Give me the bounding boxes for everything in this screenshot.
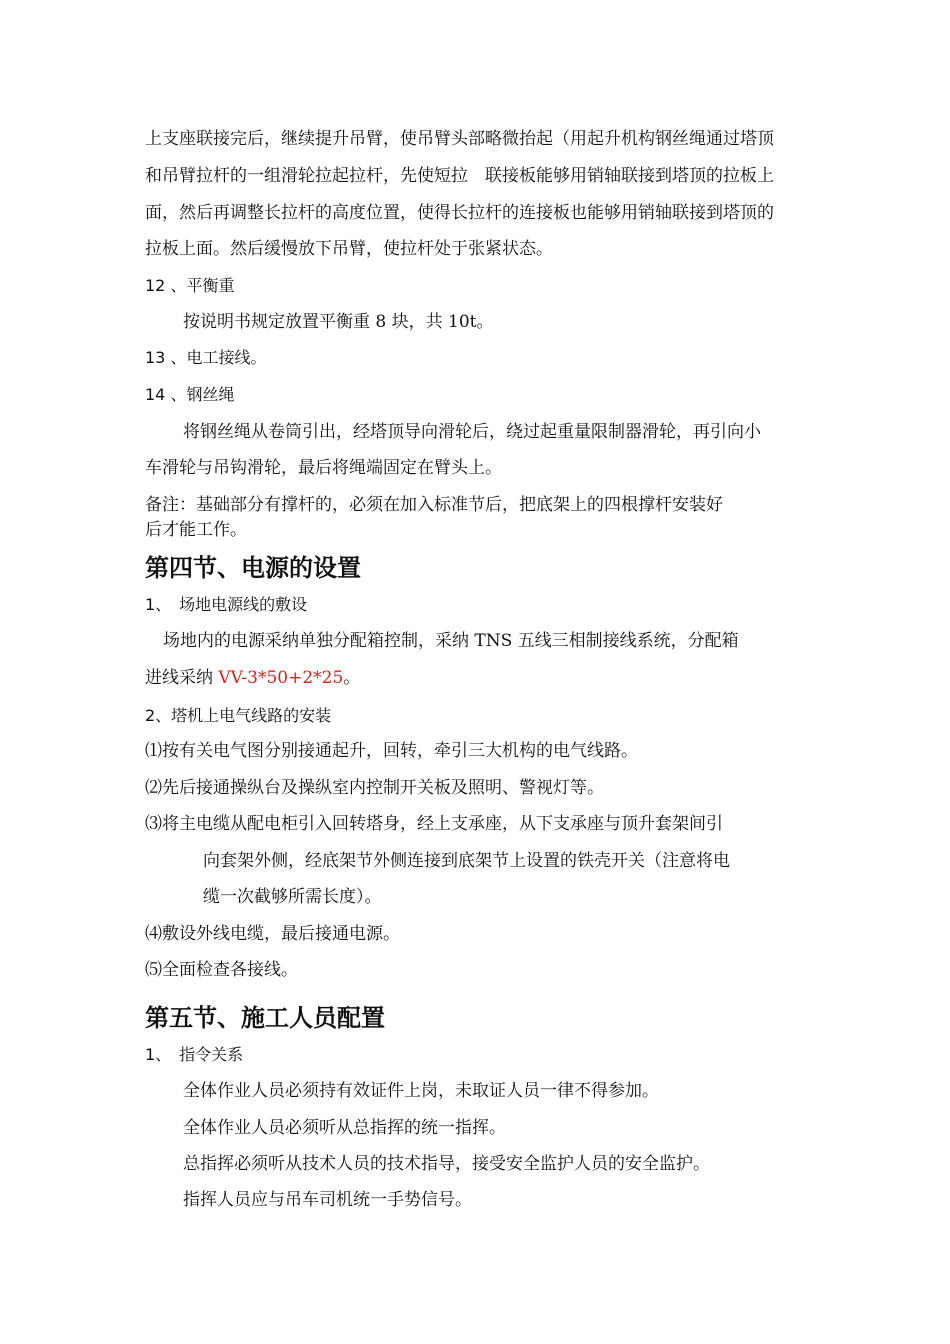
list-item: ⑷敷设外线电缆，最后接通电源。: [145, 924, 400, 944]
paragraph-line: 车滑轮与吊钩滑轮，最后将绳端固定在臂头上。: [145, 458, 502, 478]
text-span: 进线采纳: [145, 668, 219, 688]
section-heading: 第四节、电源的设置: [145, 554, 361, 582]
paragraph-line: 面，然后再调整长拉杆的高度位置，使得长拉杆的连接板也能够用销轴联接到塔顶的: [145, 203, 774, 223]
item-heading: 13 、电工接线。: [145, 348, 267, 367]
paragraph-line: 拉板上面。然后缓慢放下吊臂，使拉杆处于张紧状态。: [145, 239, 553, 259]
paragraph-line: 全体作业人员必须听从总指挥的统一指挥。: [183, 1118, 506, 1138]
paragraph-line: 全体作业人员必须持有效证件上岗，未取证人员一律不得参加。: [183, 1081, 659, 1101]
paragraph-line: 总指挥必须听从技术人员的技术指导，接受安全监护人员的安全监护。: [183, 1154, 710, 1174]
paragraph-line: 和吊臂拉杆的一组滑轮拉起拉杆，先使短拉 联接板能够用销轴联接到塔顶的拉板上: [145, 166, 774, 186]
list-item-continued: 向套架外侧，经底架节外侧连接到底架节上设置的铁壳开关（注意将电: [203, 851, 730, 871]
subsection-heading: 1、 指令关系: [145, 1045, 244, 1064]
paragraph-line: 按说明书规定放置平衡重 8 块，共 10t。: [183, 312, 494, 332]
paragraph-line: [145, 667, 360, 689]
list-item: ⑶将主电缆从配电柜引入回转塔身，经上支承座，从下支承座与顶升套架间引: [145, 814, 723, 834]
note-line: 后才能工作。: [145, 520, 247, 540]
paragraph-line: 上支座联接完后，继续提升吊臂，使吊臂头部略微抬起（用起升机构钢丝绳通过塔顶: [145, 129, 774, 149]
paragraph-line: 指挥人员应与吊车司机统一手势信号。: [183, 1190, 472, 1210]
item-heading: 12 、平衡重: [145, 276, 235, 295]
note-line: 备注：基础部分有撑杆的，必须在加入标准节后，把底架上的四根撑杆安装好: [145, 495, 723, 515]
item-heading: 14 、钢丝绳: [145, 385, 235, 404]
list-item: ⑸全面检查各接线。: [145, 960, 298, 980]
list-item: ⑴按有关电气图分别接通起升，回转，牵引三大机构的电气线路。: [145, 741, 638, 761]
section-heading: 第五节、施工人员配置: [145, 1004, 385, 1032]
subsection-heading: 2、塔机上电气线路的安装: [145, 706, 332, 725]
cable-spec: VV-3*50+2*25: [218, 668, 344, 688]
list-item: ⑵先后接通操纵台及操纵室内控制开关板及照明、警视灯等。: [145, 778, 604, 798]
paragraph-line: 将钢丝绳从卷筒引出，经塔顶导向滑轮后，绕过起重量限制器滑轮，再引向小: [183, 422, 761, 442]
subsection-heading: 1、 场地电源线的敷设: [145, 595, 308, 614]
text-span: 。: [343, 668, 361, 688]
list-item-continued: 缆一次截够所需长度）。: [203, 887, 382, 907]
paragraph-line: 场地内的电源采纳单独分配箱控制，采纳 TNS 五线三相制接线系统，分配箱: [163, 631, 739, 651]
